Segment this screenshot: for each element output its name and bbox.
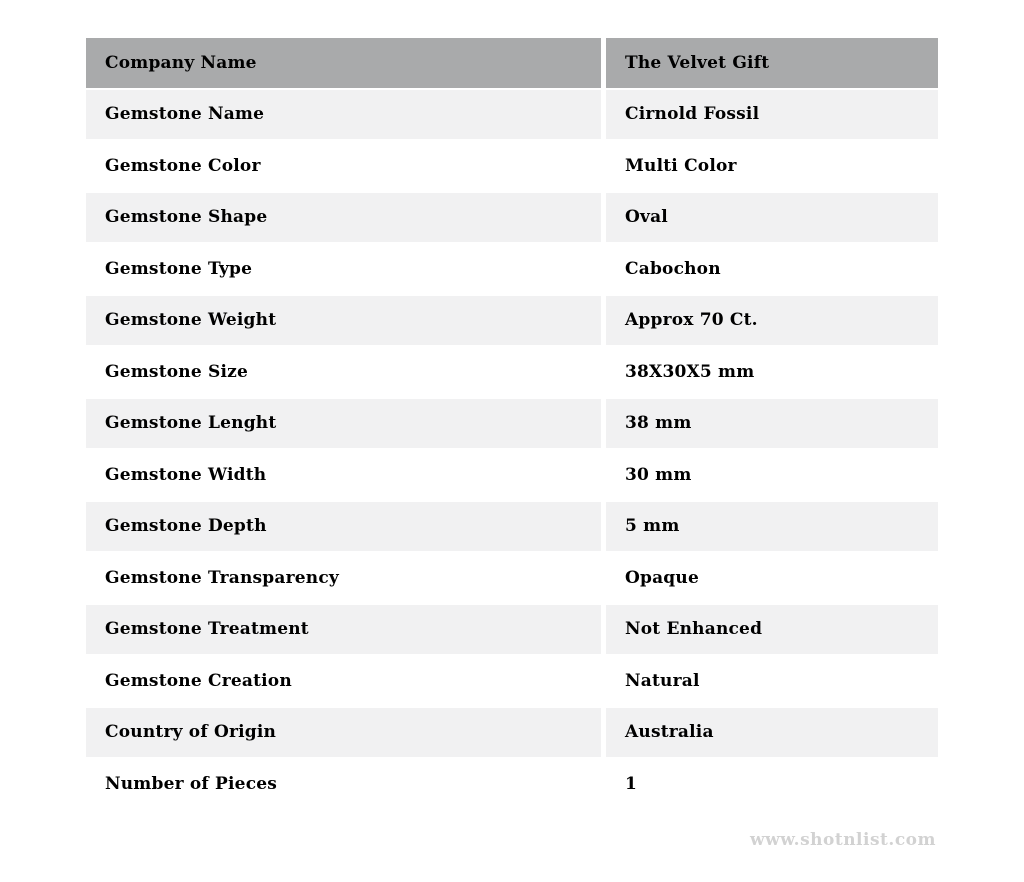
header-label-cell: Company Name [86, 38, 601, 88]
row-value: 1 [606, 759, 938, 809]
row-value: Cirnold Fossil [606, 90, 938, 140]
row-value: Natural [606, 656, 938, 706]
row-label: Country of Origin [86, 708, 601, 758]
row-value: Opaque [606, 553, 938, 603]
row-label: Gemstone Type [86, 244, 601, 294]
row-value: Approx 70 Ct. [606, 296, 938, 346]
row-value: Not Enhanced [606, 605, 938, 655]
spec-row-country-of-origin [86, 708, 938, 758]
spec-row-gemstone-width [86, 450, 938, 500]
header-value-cell: The Velvet Gift [606, 38, 938, 88]
row-value: 38 mm [606, 399, 938, 449]
watermark: www.shotnlist.com [749, 830, 936, 850]
row-value: Oval [606, 193, 938, 243]
row-label: Gemstone Lenght [86, 399, 601, 449]
row-label: Number of Pieces [86, 759, 601, 809]
spec-row-gemstone-creation [86, 656, 938, 706]
row-value: Cabochon [606, 244, 938, 294]
row-label: Gemstone Name [86, 90, 601, 140]
spec-row-gemstone-size [86, 347, 938, 397]
row-label: Gemstone Shape [86, 193, 601, 243]
spec-row-gemstone-treatment [86, 605, 938, 655]
spec-row-gemstone-color [86, 141, 938, 191]
row-label: Gemstone Width [86, 450, 601, 500]
spec-row-gemstone-depth [86, 502, 938, 552]
row-label: Gemstone Color [86, 141, 601, 191]
spec-row-gemstone-name [86, 90, 938, 140]
row-label: Gemstone Depth [86, 502, 601, 552]
spec-row-gemstone-transparency [86, 553, 938, 603]
row-label: Gemstone Weight [86, 296, 601, 346]
row-label: Gemstone Size [86, 347, 601, 397]
row-label: Gemstone Creation [86, 656, 601, 706]
table-header-row [86, 38, 938, 88]
gemstone-spec-table [86, 38, 938, 809]
spec-row-gemstone-lenght [86, 399, 938, 449]
row-label: Gemstone Treatment [86, 605, 601, 655]
row-value: 30 mm [606, 450, 938, 500]
spec-row-gemstone-weight [86, 296, 938, 346]
row-value: 5 mm [606, 502, 938, 552]
spec-row-number-of-pieces [86, 759, 938, 809]
row-value: Australia [606, 708, 938, 758]
row-value: Multi Color [606, 141, 938, 191]
row-label: Gemstone Transparency [86, 553, 601, 603]
row-value: 38X30X5 mm [606, 347, 938, 397]
spec-row-gemstone-type [86, 244, 938, 294]
spec-row-gemstone-shape [86, 193, 938, 243]
